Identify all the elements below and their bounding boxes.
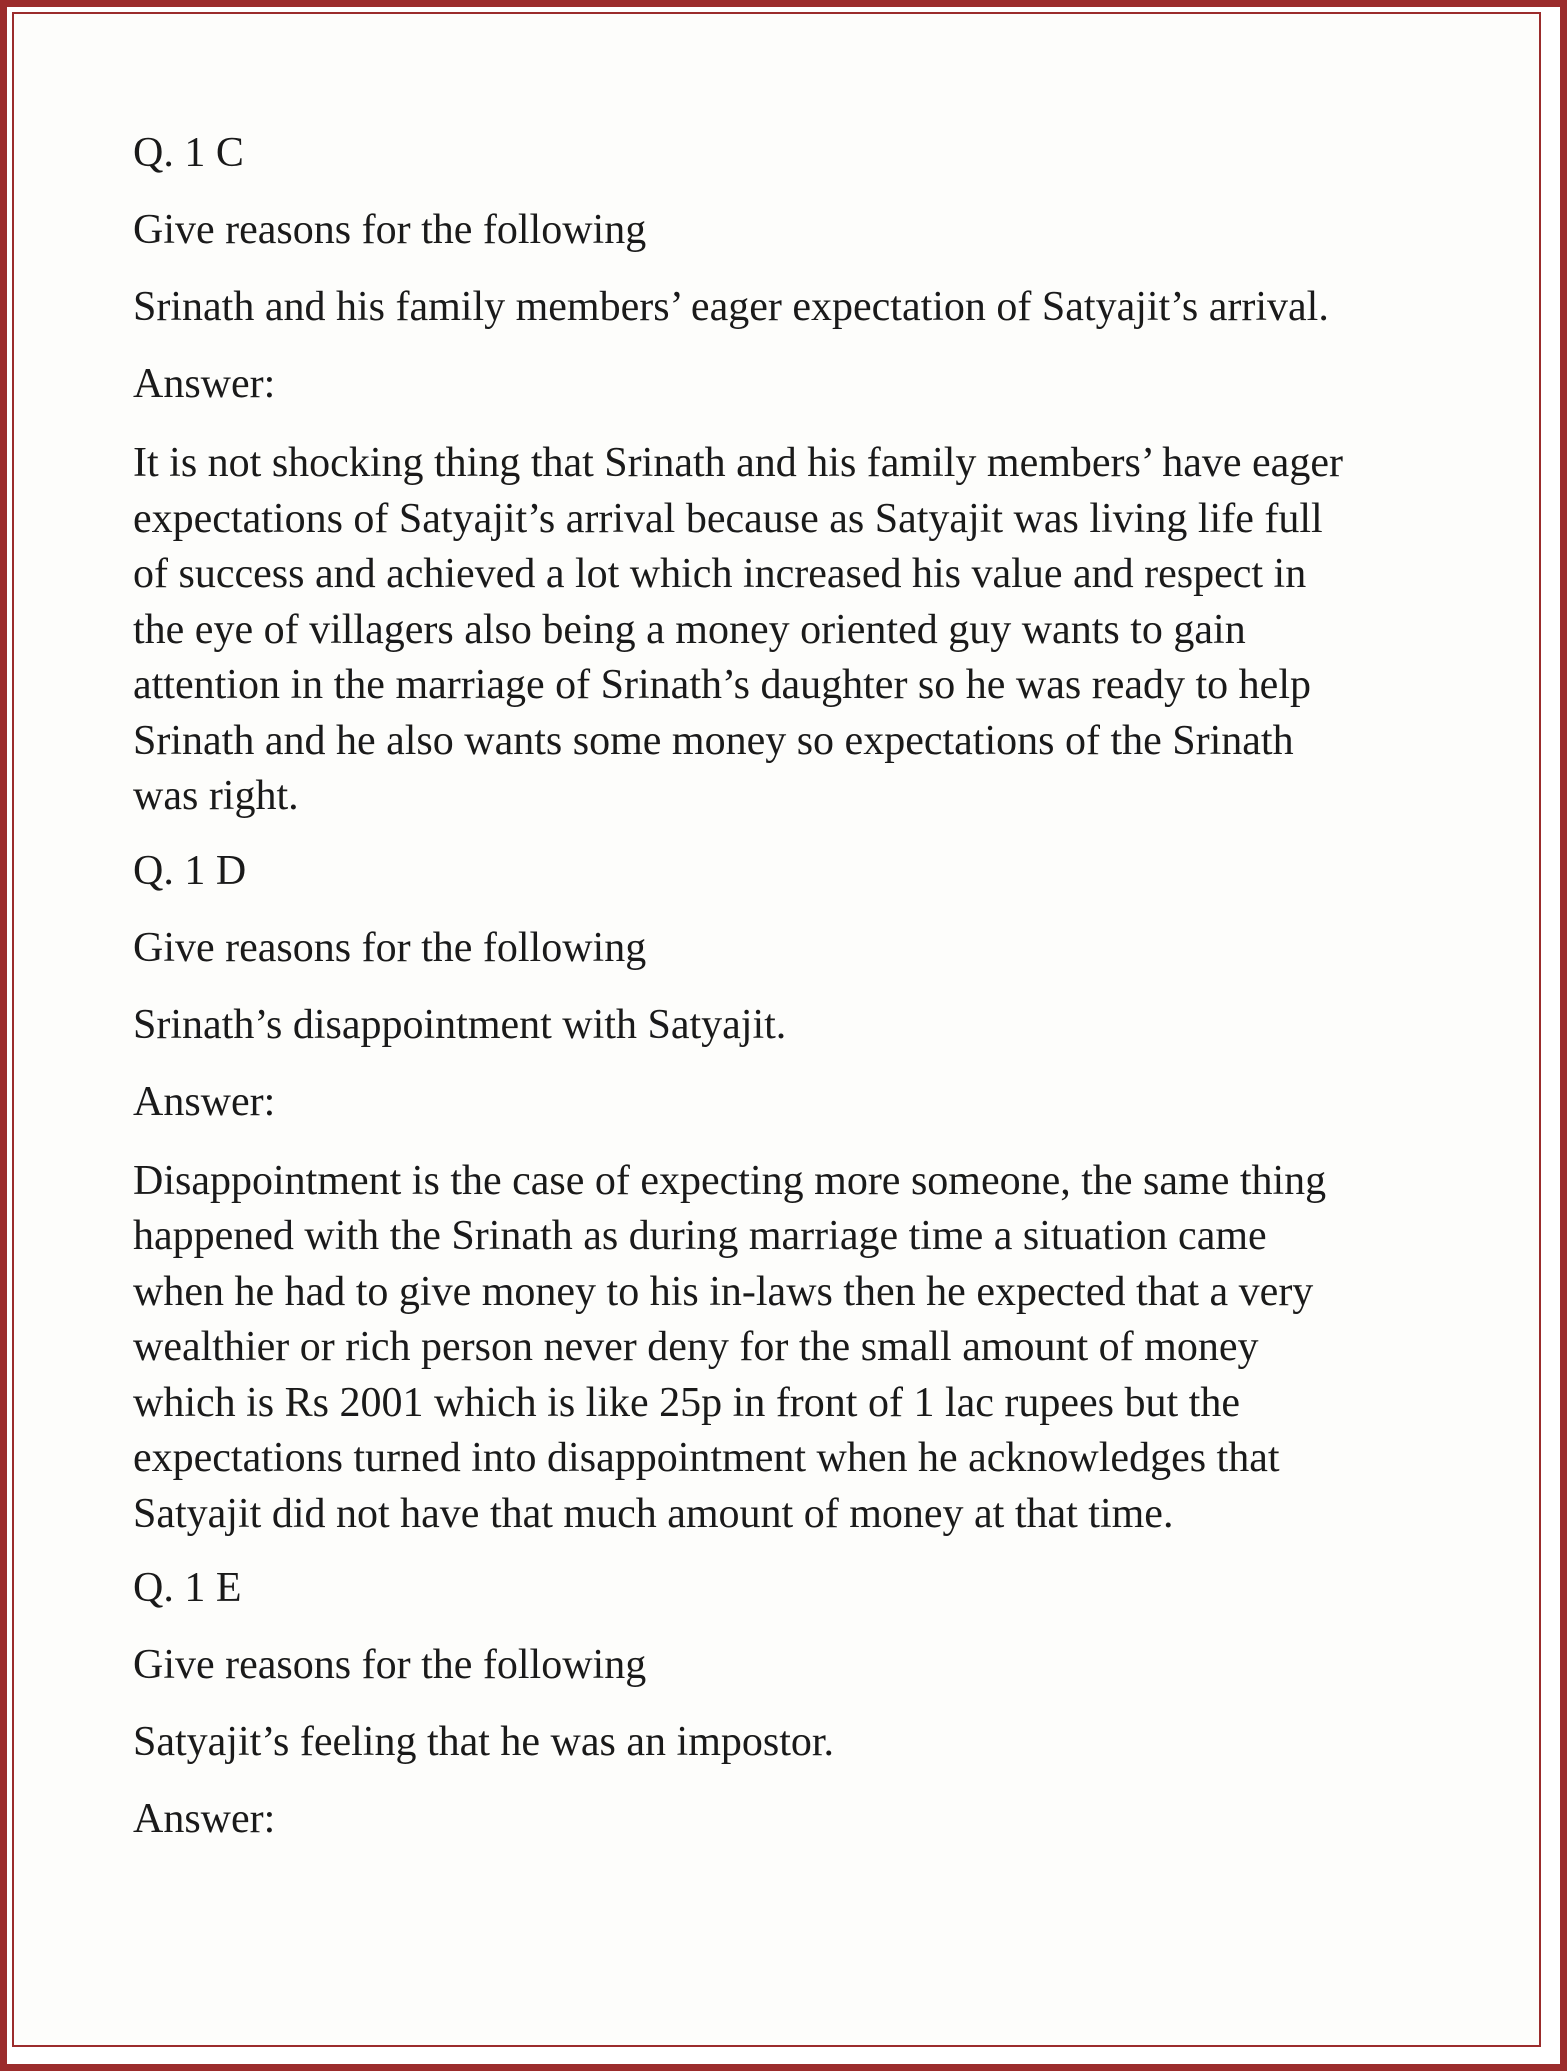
- section-q1d: [133, 846, 1463, 1543]
- question-heading: Q. 1 D: [133, 847, 247, 894]
- question-heading: Q. 1 C: [133, 130, 244, 176]
- answer-line: the eye of villagers also being a money oriented guy wants to gain: [133, 606, 1246, 653]
- section-q1e: [133, 1563, 1463, 1844]
- answer-line: expectations turned into disappointment when he acknowledges that: [133, 1435, 1280, 1481]
- question-text: Srinath and his family members’ eager expectation of Satyajit’s arrival.: [133, 284, 1329, 330]
- answer-line: was right.: [133, 773, 299, 819]
- answer-line: happened with the Srinath as during marriage time a situation came: [133, 1213, 1267, 1259]
- question-instruction: Give reasons for the following: [133, 924, 647, 971]
- answer-line: Satyajit did not have that much amount of money at that time.: [133, 1490, 1174, 1537]
- answer-line: which is Rs 2001 which is like 25p in front of 1 lac rupees but the: [133, 1379, 1240, 1426]
- document-content: [133, 128, 1463, 1871]
- answer-line: Srinath and he also wants some money so expectations of the Srinath: [133, 717, 1294, 764]
- answer-line: expectations of Satyajit’s arrival because as Satyajit was living life full: [133, 495, 1323, 542]
- answer-label: Answer:: [133, 1796, 276, 1842]
- answer-paragraph: [133, 436, 1463, 825]
- answer-label: Answer:: [133, 1078, 276, 1125]
- answer-line: wealthier or rich person never deny for the small amount of money: [133, 1324, 1259, 1370]
- answer-line: attention in the marriage of Srinath’s daughter so he was ready to help: [133, 662, 1311, 708]
- question-text: Srinath’s disappointment with Satyajit.: [133, 1001, 787, 1048]
- answer-paragraph: [133, 1154, 1463, 1543]
- answer-line: Disappointment is the case of expecting more someone, the same thing: [133, 1157, 1327, 1204]
- section-q1c: [133, 128, 1463, 825]
- question-instruction: Give reasons for the following: [133, 207, 647, 253]
- question-instruction: Give reasons for the following: [133, 1642, 647, 1688]
- answer-line: It is not shocking thing that Srinath and his family members’ have eager: [133, 440, 1343, 486]
- question-heading: Q. 1 E: [133, 1565, 242, 1611]
- question-text: Satyajit’s feeling that he was an impostor.: [133, 1719, 835, 1765]
- answer-line: when he had to give money to his in-laws then he expected that a very: [133, 1268, 1314, 1315]
- answer-label: Answer:: [133, 361, 276, 407]
- answer-line: of success and achieved a lot which increased his value and respect in: [133, 551, 1307, 597]
